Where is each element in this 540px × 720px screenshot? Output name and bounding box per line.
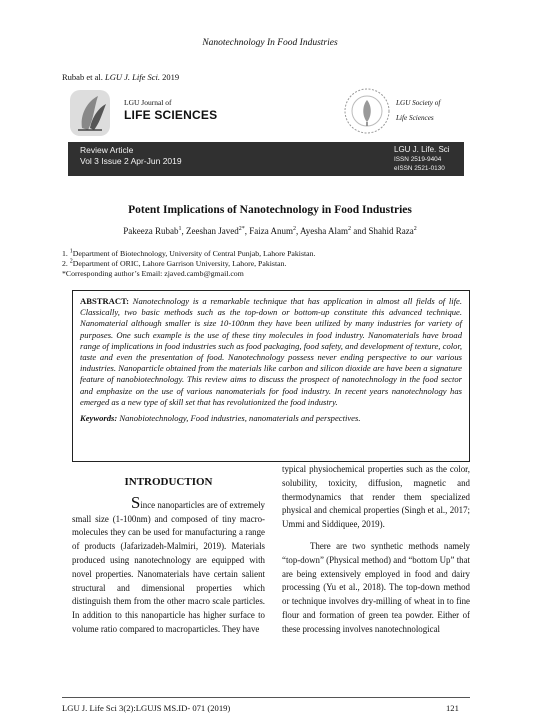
affil-text: Department of Biotechnology, University of Central Punjab, Lahore Pakistan. xyxy=(72,249,316,258)
affil-sup: 1 xyxy=(69,248,73,255)
keywords-label: Keywords: xyxy=(80,413,118,424)
affil-text: *Corresponding author’s Email: zjaved.camb@gmail.com xyxy=(62,269,244,278)
footer-rule xyxy=(62,697,470,698)
abstract-label: ABSTRACT: xyxy=(80,296,130,306)
right-column xyxy=(282,463,470,637)
author-sep: , xyxy=(296,226,301,236)
article-issue: Vol 3 Issue 2 Apr-Jun 2019 xyxy=(80,156,182,166)
society-seal-icon xyxy=(342,86,392,136)
journal-name-line1: LGU Journal of xyxy=(124,98,172,107)
dropcap-letter: S xyxy=(130,492,141,512)
author-name: Faiza Anum xyxy=(249,226,294,236)
society-text xyxy=(396,96,440,126)
intro-right-para1: typical physiochemical properties such as the color, solubility, toxicity, diffusion, magnetic and thermodynamics that render them specialized physical and chemical properties (Singh et al., 2017; Ummi and Siddiquee, 2019). xyxy=(282,464,470,530)
left-column xyxy=(72,476,265,637)
keywords-text: Nanobiotechnology, Food industries, nanomaterials and perspectives. xyxy=(119,413,361,424)
author-name: Ayesha Alam xyxy=(300,226,348,236)
affil-prefix: 2. xyxy=(62,259,70,268)
journal-logo-icon xyxy=(64,88,116,140)
author-sup: 2 xyxy=(347,226,351,232)
issn: ISSN 2519-9404 xyxy=(394,156,442,163)
author-sup: 1 xyxy=(178,226,182,232)
eissn: eISSN 2521-0130 xyxy=(394,165,445,172)
society-line2: Life Sciences xyxy=(396,114,434,122)
author-list xyxy=(0,226,540,236)
author-sep: , xyxy=(244,226,250,236)
section-heading: INTRODUCTION xyxy=(124,476,213,488)
intro-first-line-rest: ince nanoparticles are of extremely xyxy=(140,499,265,510)
affil-prefix: 1. xyxy=(62,249,70,258)
author-sup: 2 xyxy=(293,226,297,232)
society-line1: LGU Society of xyxy=(396,99,441,107)
banner-right xyxy=(394,145,450,173)
page-number: 121 xyxy=(446,703,459,713)
citation-authors: Rubab et al. xyxy=(62,72,103,82)
citation-journal: LGU J. Life Sci. xyxy=(104,72,160,82)
author-sep: and xyxy=(350,226,369,236)
intro-left-body: small size (1-100nm) and composed of tiny macro-molecules they can be used for manufacturing a range of products (Jafarizadeh-Malmiri, 2019). Materials produced using nanotechnology are equipped with novel properties. Nanomaterials have certain salient structural and dimensional properties which distinguish them from the other macro scale particles. In addition to this nanoparticle has higher surface to volume ratio compared to macroparticles. They have xyxy=(72,513,265,634)
affil-sup: 2 xyxy=(69,258,73,265)
article-type: Review Article xyxy=(80,145,134,155)
affiliation xyxy=(62,249,315,258)
citation-year: 2019 xyxy=(162,72,180,82)
journal-abbr: LGU J. Life. Sci xyxy=(394,145,450,154)
paper-title: Potent Implications of Nanotechnology in Food Industries xyxy=(128,204,412,216)
citation-line xyxy=(62,72,179,82)
article-banner xyxy=(68,142,464,176)
author-name: Shahid Raza xyxy=(368,226,414,236)
author-sup: 2* xyxy=(238,226,245,232)
affil-text: Department of ORIC, Lahore Garrison University, Lahore, Pakistan. xyxy=(72,259,287,268)
running-head: Nanotechnology In Food Industries xyxy=(202,38,338,48)
corresponding-author xyxy=(62,269,244,278)
intro-first-line xyxy=(72,494,265,513)
abstract-box xyxy=(72,290,470,462)
author-sep: , xyxy=(181,226,187,236)
journal-name-line2: LIFE SCIENCES xyxy=(124,108,218,122)
keywords xyxy=(80,413,462,424)
author-sup: 2 xyxy=(413,226,417,232)
affiliation xyxy=(62,259,286,268)
banner-left xyxy=(80,145,182,167)
footer-citation: LGU J. Life Sci 3(2):LGUJS MS.ID- 071 (2019) xyxy=(62,703,231,713)
author-name: Pakeeza Rubab xyxy=(123,226,179,236)
intro-right-para2: There are two synthetic methods namely “top-down” (Physical method) and “bottom Up” that are being extensively employed in food and dairy processing (Yu et al., 2018). The top-down method or technique involves dry-milling of wheat in to fine flour and formation of green tea powder. Either of these processing involves nanotechnological xyxy=(282,540,470,634)
author-name: Zeeshan Javed xyxy=(186,226,239,236)
abstract-text: Nanotechnology is a remarkable technique that has application in almost all fields of life. Classically, two basic methods such as the top-down or bottom-up constitute this advanced technique. Nanomaterial although smaller is size 10-100nm they have been utilized by many industries for variety of purposes. One such example is the use of these tiny molecules in food industry. Nanomaterials have broad range of implications in food industries such as food packaging, food safety, and development of texture, color, taste and even the presentation of food. Nanotechnology possess never ending perspective to our various industries. Nanoparticle obtained from the materials like carbon and silicon dioxide are have been a signature feature of nanobiotechnology. This review aims to discuss the prospect of nanotechnology in the food sector and emphasize on the use of various nanomaterials for food industry. In recent years nanotechnology has emerged as a new type of skill set that has revolutionized the food industry. xyxy=(80,296,463,407)
abstract-body xyxy=(80,296,462,408)
